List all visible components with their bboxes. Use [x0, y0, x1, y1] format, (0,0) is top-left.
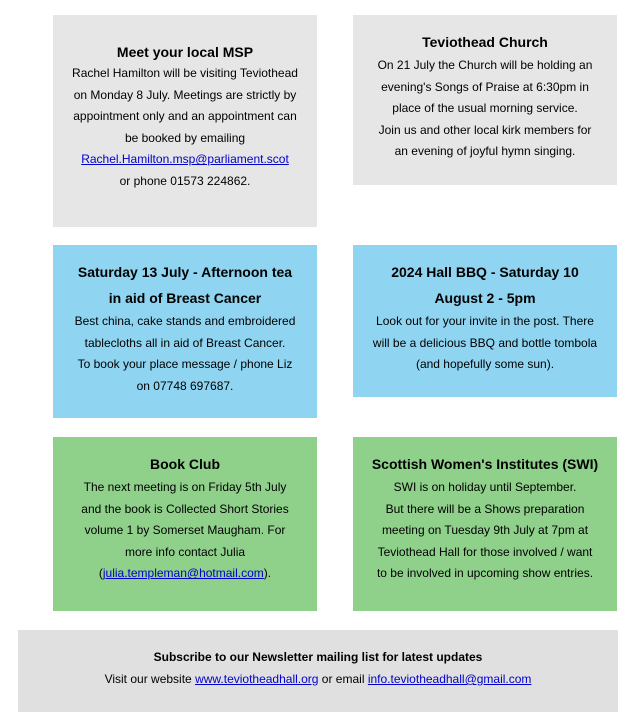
hall-bbq-card — [353, 245, 617, 397]
swi-card — [353, 437, 617, 611]
msp-title: Meet your local MSP — [116, 44, 254, 60]
footer-email-link[interactable]: info.teviotheadhall@gmail.com — [367, 672, 532, 686]
church-line: an evening of joyful hymn singing. — [394, 144, 576, 159]
book-line: and the book is Collected Short Stories — [81, 501, 289, 516]
book-email-link[interactable]: julia.templeman@hotmail.com — [102, 566, 264, 581]
book-email-prefix: ( — [98, 566, 103, 581]
tea-line: Best china, cake stands and embroidered — [74, 314, 296, 328]
church-title: Teviothead Church — [422, 34, 548, 50]
footer-visit-text: Visit our website — [104, 672, 196, 686]
msp-line: Rachel Hamilton will be visiting Teviothead — [72, 66, 298, 80]
footer-links-line — [18, 668, 618, 690]
msp-email-line — [67, 149, 303, 171]
tea-line: To book your place message / phone Liz — [77, 357, 293, 372]
msp-line: be booked by emailing — [124, 130, 246, 145]
book-line: volume 1 by Somerset Maugham. For — [84, 523, 286, 538]
newsletter-footer — [18, 630, 618, 712]
msp-card — [53, 15, 317, 227]
bbq-line: will be a delicious BBQ and bottle tombola — [372, 335, 598, 350]
bbq-line: (and hopefully some sun). — [415, 357, 555, 372]
book-club-card — [53, 437, 317, 611]
msp-phone-line: or phone 01573 224862. — [119, 173, 251, 188]
swi-line: to be involved in upcoming show entries. — [376, 566, 594, 581]
footer-title: Subscribe to our Newsletter mailing list for latest updates — [153, 650, 483, 664]
msp-line: appointment only and an appointment can — [73, 109, 297, 124]
msp-line: on Monday 8 July. Meetings are strictly by — [73, 87, 297, 102]
tea-line: tablecloths all in aid of Breast Cancer. — [84, 335, 286, 350]
website-link[interactable]: www.teviotheadhall.org — [195, 672, 319, 686]
footer-or-email-text: or email — [318, 672, 368, 686]
church-card — [353, 15, 617, 185]
church-line: On 21 July the Church will be holding an — [377, 58, 593, 72]
church-line: evening's Songs of Praise at 6:30pm in — [381, 79, 589, 94]
book-line: The next meeting is on Friday 5th July — [83, 480, 287, 494]
msp-email-link[interactable]: Rachel.Hamilton.msp@parliament.scot — [81, 152, 289, 167]
afternoon-tea-card — [53, 245, 317, 418]
bbq-title-line: 2024 Hall BBQ - Saturday 10 — [391, 264, 579, 280]
church-line: Join us and other local kirk members for — [378, 122, 592, 137]
bbq-title-line: August 2 - 5pm — [434, 290, 536, 306]
book-email-line — [67, 563, 303, 585]
bbq-line: Look out for your invite in the post. There — [376, 314, 594, 328]
swi-line: Teviothead Hall for those involved / want — [377, 544, 593, 559]
book-title: Book Club — [150, 456, 220, 472]
tea-title-line: in aid of Breast Cancer — [108, 290, 262, 306]
swi-title: Scottish Women's Institutes (SWI) — [371, 456, 599, 472]
book-email-suffix: ). — [263, 566, 272, 581]
book-line: more info contact Julia — [124, 544, 246, 559]
tea-line: on 07748 697687. — [136, 378, 234, 393]
tea-title-line: Saturday 13 July - Afternoon tea — [77, 264, 293, 280]
swi-line: SWI is on holiday until September. — [393, 480, 577, 494]
swi-line: meeting on Tuesday 9th July at 7pm at — [381, 523, 589, 538]
church-line: place of the usual morning service. — [392, 101, 578, 116]
swi-line: But there will be a Shows preparation — [385, 501, 585, 516]
